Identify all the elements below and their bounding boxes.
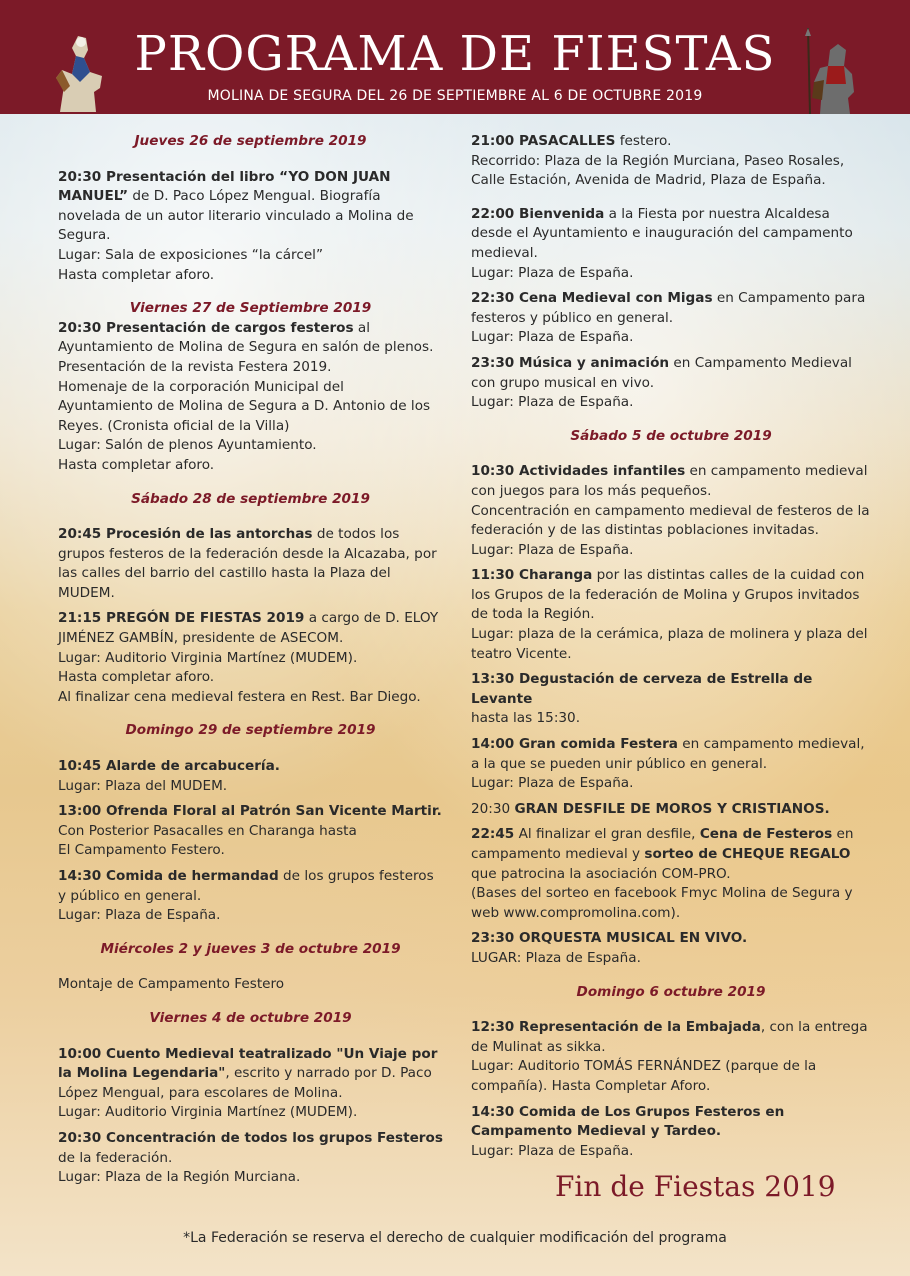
day-heading: Viernes 27 de Septiembre 2019 bbox=[129, 300, 372, 317]
event-title: 13:00 Ofrenda Floral al Patrón San Vicente Martir. bbox=[58, 803, 442, 820]
right-column bbox=[471, 132, 871, 1167]
event-text: de D. Paco López Mengual. Biografía novelada de un autor literario vinculado a Molina de Segura. bbox=[58, 188, 414, 244]
event-venue: Recorrido: Plaza de la Región Murciana, Paseo Rosales, Calle Estación, Avenida de Madrid, Plaza de España. bbox=[471, 152, 845, 189]
event-note: (Bases del sorteo en facebook Fmyc Molina de Segura y web www.compromolina.com). bbox=[471, 885, 853, 921]
event-text: a cargo de D. ELOY JIMÉNEZ GAMBÍN, presidente de ASECOM. bbox=[58, 610, 439, 647]
event-item bbox=[58, 1045, 443, 1123]
event-venue: Lugar: Plaza de la Región Murciana. bbox=[58, 1169, 301, 1186]
event-title: 21:00 PASACALLES bbox=[471, 133, 616, 149]
footer-disclaimer: *La Federación se reserva el derecho de cualquier modificación del programa bbox=[183, 1230, 727, 1246]
event-title: 20:30 Presentación de cargos festeros bbox=[58, 319, 354, 336]
event-text: Homenaje de la corporación Municipal del Ayuntamiento de Molina de Segura a D. Antonio de los Reyes. (Cronista oficial de la Villa) bbox=[58, 378, 431, 434]
event-item bbox=[471, 825, 871, 923]
event-venue: Lugar: Plaza de España. bbox=[471, 775, 634, 792]
event-text: Presentación de la revista Festera 2019. bbox=[58, 358, 332, 375]
event-item bbox=[58, 975, 443, 995]
event-title: 23:30 ORQUESTA MUSICAL EN VIVO. bbox=[471, 930, 748, 947]
event-title: GRAN DESFILE DE MOROS Y CRISTIANOS. bbox=[514, 800, 830, 817]
closing-title: Fin de Fiestas 2019 bbox=[555, 1170, 836, 1203]
event-text: a la Fiesta por nuestra Alcaldesa desde el Ayuntamiento e inauguración del campamento medieval. bbox=[471, 205, 853, 261]
event-item bbox=[471, 929, 871, 968]
day-heading: Jueves 26 de septiembre 2019 bbox=[134, 133, 367, 149]
event-title: 10:30 Actividades infantiles bbox=[471, 463, 686, 480]
event-text: , con la entrega de Mulinat as sikka. bbox=[471, 1019, 868, 1055]
event-venue: Lugar: Plaza de España. bbox=[471, 394, 634, 411]
event-title: 12:30 Representación de la Embajada bbox=[471, 1019, 761, 1036]
event-title: 20:30 Concentración de todos los grupos Festeros bbox=[58, 1129, 443, 1146]
event-venue: Lugar: Plaza de España. bbox=[471, 1142, 634, 1159]
event-item bbox=[58, 757, 443, 796]
event-note: Hasta completar aforo. bbox=[58, 456, 215, 473]
event-highlight: sorteo de CHEQUE REGALO bbox=[644, 846, 851, 862]
event-title: 14:30 Comida de Los Grupos Festeros en Campamento Medieval y Tardeo. bbox=[471, 1103, 785, 1140]
event-text: Al finalizar el gran desfile, bbox=[514, 826, 700, 843]
event-item bbox=[58, 168, 443, 286]
event-text: Concentración en campamento medieval de festeros de la federación y de las distintas poblaciones invitadas. bbox=[471, 502, 870, 539]
event-title: 22:00 Bienvenida bbox=[471, 205, 605, 222]
event-item bbox=[471, 462, 871, 560]
day-heading: Viernes 4 de octubre 2019 bbox=[149, 1009, 352, 1026]
event-item bbox=[471, 735, 871, 794]
event-venue: Lugar: Plaza de España. bbox=[471, 329, 634, 346]
page-title: PROGRAMA DE FIESTAS bbox=[134, 26, 776, 82]
event-title: 10:00 Cuento Medieval teatralizado "Un Viaje por la Molina Legendaria" bbox=[58, 1045, 438, 1082]
event-venue: Lugar: Auditorio Virginia Martínez (MUDEM). bbox=[58, 1104, 358, 1121]
event-item bbox=[471, 289, 871, 348]
event-venue: Lugar: Plaza de España. bbox=[471, 264, 634, 281]
event-item bbox=[58, 802, 443, 861]
event-time: 20:30 bbox=[471, 800, 515, 817]
day-heading: Miércoles 2 y jueves 3 de octubre 2019 bbox=[100, 940, 401, 957]
christian-knight-icon bbox=[800, 28, 860, 114]
event-item bbox=[471, 205, 871, 283]
event-title: 14:00 Gran comida Festera bbox=[471, 736, 678, 753]
page-subtitle: MOLINA DE SEGURA DEL 26 DE SEPTIEMBRE AL 6 DE OCTUBRE 2019 bbox=[207, 88, 703, 104]
event-title: 22:30 Cena Medieval con Migas bbox=[471, 290, 713, 307]
event-text: El Campamento Festero. bbox=[58, 842, 225, 859]
event-text: por las distintas calles de la cuidad con los Grupos de la federación de Molina y Grupos invitados de toda la Región. bbox=[471, 567, 865, 623]
event-text: Montaje de Campamento Festero bbox=[58, 976, 285, 993]
event-item bbox=[471, 800, 871, 820]
event-text: hasta las 15:30. bbox=[471, 710, 581, 727]
event-text: de todos los grupos festeros de la federación desde la Alcazaba, por las calles del barrio del castillo hasta la Plaza del MUDEM. bbox=[58, 526, 437, 601]
event-item bbox=[58, 867, 443, 926]
event-item bbox=[58, 609, 443, 707]
event-text: en campamento medieval, a la que se pueden unir público en general. bbox=[471, 736, 865, 772]
event-text: de la federación. bbox=[58, 1149, 173, 1166]
event-venue: Lugar: Auditorio TOMÁS FERNÁNDEZ (parque de la compañía). Hasta Completar Aforo. bbox=[471, 1058, 817, 1094]
event-title: 23:30 Música y animación bbox=[471, 354, 670, 371]
event-venue: Lugar: Plaza de España. bbox=[471, 541, 634, 558]
event-item bbox=[471, 132, 871, 191]
event-text: festero. bbox=[615, 133, 672, 149]
day-heading: Sábado 5 de octubre 2019 bbox=[570, 427, 772, 444]
event-text: en Campamento para festeros y público en general. bbox=[471, 290, 866, 326]
event-note: Hasta completar aforo. bbox=[58, 266, 215, 283]
event-venue: Lugar: Auditorio Virginia Martínez (MUDEM). bbox=[58, 649, 358, 666]
event-text: Con Posterior Pasacalles en Charanga hasta bbox=[58, 822, 357, 839]
event-title: 20:30 Presentación del libro “YO DON JUAN MANUEL” bbox=[58, 168, 391, 205]
event-venue: Lugar: Sala de exposiciones “la cárcel” bbox=[58, 246, 324, 263]
event-title: 20:45 Procesión de las antorchas bbox=[58, 526, 313, 543]
event-venue: Lugar: Plaza del MUDEM. bbox=[58, 777, 228, 794]
event-note: Al finalizar cena medieval festera en Rest. Bar Diego. bbox=[58, 688, 421, 705]
day-heading: Sábado 28 de septiembre 2019 bbox=[131, 490, 370, 507]
event-text: en campamento medieval y bbox=[471, 826, 854, 862]
event-venue: Lugar: Salón de plenos Ayuntamiento. bbox=[58, 437, 317, 454]
event-title: 21:15 PREGÓN DE FIESTAS 2019 bbox=[58, 610, 305, 627]
event-item bbox=[471, 566, 871, 664]
event-text: de los grupos festeros y público en general. bbox=[58, 868, 434, 904]
event-highlight: Cena de Festeros bbox=[699, 826, 833, 843]
event-text: , escrito y narrado por D. Paco López Mengual, para escolares de Molina. bbox=[58, 1065, 432, 1101]
event-venue: Lugar: plaza de la cerámica, plaza de molinera y plaza del teatro Vicente. bbox=[471, 626, 868, 662]
event-title: 22:45 bbox=[471, 826, 515, 843]
day-heading: Domingo 29 de septiembre 2019 bbox=[125, 722, 376, 739]
day-heading: Domingo 6 octubre 2019 bbox=[576, 983, 766, 1000]
event-item bbox=[471, 354, 871, 413]
event-item bbox=[58, 1129, 443, 1188]
event-venue: LUGAR: Plaza de España. bbox=[471, 949, 641, 966]
event-title: 13:30 Degustación de cerveza de Estrella de Levante bbox=[471, 671, 813, 707]
header-banner bbox=[0, 0, 910, 114]
event-title: 11:30 Charanga bbox=[471, 567, 593, 584]
event-venue: Lugar: Plaza de España. bbox=[58, 907, 221, 924]
event-title: 10:45 Alarde de arcabucería. bbox=[58, 758, 280, 775]
event-title: 14:30 Comida de hermandad bbox=[58, 868, 279, 884]
event-item bbox=[471, 1018, 871, 1096]
event-item bbox=[471, 670, 871, 729]
event-text: en Campamento Medieval con grupo musical en vivo. bbox=[471, 354, 852, 391]
event-item bbox=[471, 1103, 871, 1162]
left-column bbox=[58, 132, 443, 1194]
event-text: al Ayuntamiento de Molina de Segura en salón de plenos. bbox=[58, 319, 434, 356]
event-item bbox=[58, 319, 443, 476]
event-note: Hasta completar aforo. bbox=[58, 669, 215, 686]
event-text: en campamento medieval con juegos para los más pequeños. bbox=[471, 463, 868, 499]
event-item bbox=[58, 525, 443, 603]
event-text: que patrocina la asociación COM-PRO. bbox=[471, 865, 731, 882]
